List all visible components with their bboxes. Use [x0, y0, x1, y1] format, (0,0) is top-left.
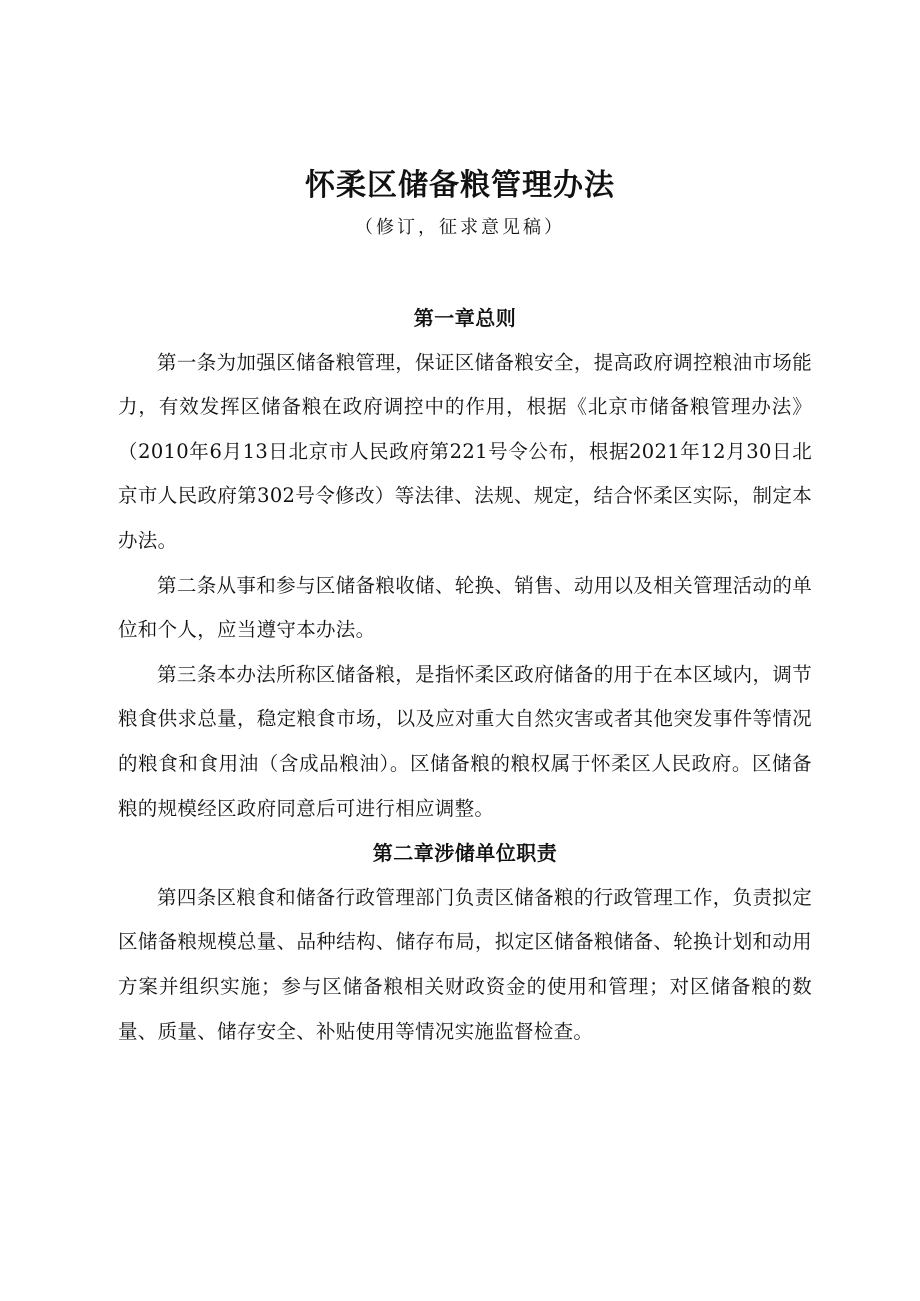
article-paragraph: 第四条区粮食和储备行政管理部门负责区储备粮的行政管理工作，负责拟定区储备粮规模总量、品种结构、储存布局，拟定区储备粮储备、轮换计划和动用方案并组织实施；参与区储备粮相关财政资金的使用和管理；对区储备粮的数量、质量、储存安全、补贴使用等情况实施监督检查。 — [118, 885, 812, 1043]
article-paragraph: 第二条从事和参与区储备粮收储、轮换、销售、动用以及相关管理活动的单位和个人，应当遵守本办法。 — [118, 573, 812, 642]
document-subtitle: （修订，征求意见稿） — [355, 217, 565, 238]
chapter-heading: 第一章总则 — [413, 306, 517, 330]
document-title: 怀柔区储备粮管理办法 — [305, 168, 615, 203]
article-paragraph: 第三条本办法所称区储备粮，是指怀柔区政府储备的用于在本区域内，调节粮食供求总量，稳定粮食市场，以及应对重大自然灾害或者其他突发事件等情况的粮食和食用油（含成品粮油）。区储备粮的粮权属于怀柔区人民政府。区储备粮的规模经区政府同意后可进行相应调整。 — [118, 662, 812, 820]
article-paragraph: 第一条为加强区储备粮管理，保证区储备粮安全，提高政府调控粮油市场能力，有效发挥区储备粮在政府调控中的作用，根据《北京市储备粮管理办法》（2010年6月13日北京市人民政府第221号令公布，根据2021年12月30日北京市人民政府第302号令修改）等法律、法规、规定，结合怀柔区实际，制定本办法。 — [118, 350, 812, 552]
chapter-heading: 第二章涉储单位职责 — [372, 841, 558, 866]
document-body — [118, 296, 812, 1054]
